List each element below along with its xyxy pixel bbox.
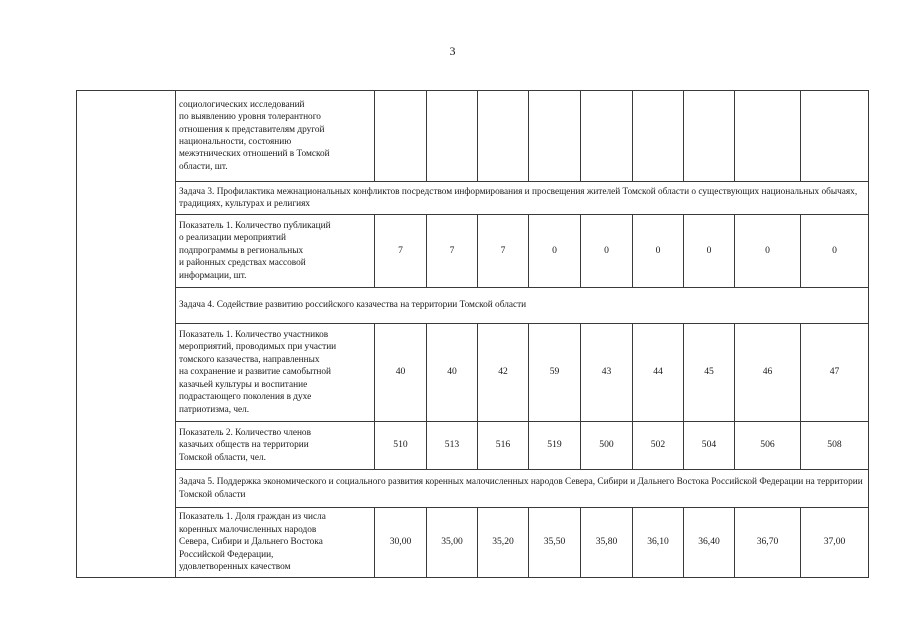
- value-cell: [529, 91, 581, 182]
- value-cell: 35,50: [529, 508, 581, 578]
- table-row-task: [77, 182, 869, 215]
- value-cell: 506: [735, 422, 801, 470]
- table-row-indicator: [77, 215, 869, 288]
- table-row-task: [77, 288, 869, 324]
- value-cell: [427, 91, 478, 182]
- value-cell: 46: [735, 324, 801, 422]
- blank-left-column: [77, 91, 176, 578]
- value-cell: 35,80: [581, 508, 633, 578]
- indicator-label: Показатель 1. Количество участников мероприятий, проводимых при участии томского казачества, направленных на сохранение и развитие самобытной казачьей культуры и воспитание подрастающего поколения в духе патриотизма, чел.: [176, 324, 375, 422]
- task-heading: Задача 3. Профилактика межнациональных конфликтов посредством информирования и просвещения жителей Томской области о существующих национальных обычаях, традициях, культурах и религиях: [176, 182, 869, 215]
- task-heading: Задача 4. Содействие развитию российского казачества на территории Томской области: [176, 288, 869, 324]
- value-cell: 0: [801, 215, 869, 288]
- value-cell: 47: [801, 324, 869, 422]
- value-cell: 0: [633, 215, 684, 288]
- value-cell: 43: [581, 324, 633, 422]
- value-cell: 35,20: [478, 508, 529, 578]
- table-row-task: [77, 470, 869, 508]
- table-row-indicator: [77, 91, 869, 182]
- table-row-indicator: [77, 324, 869, 422]
- value-cell: [684, 91, 735, 182]
- indicator-label: Показатель 2. Количество членов казачьих обществ на территории Томской области, чел.: [176, 422, 375, 470]
- indicator-label: Показатель 1. Количество публикаций о реализации мероприятий подпрограммы в региональных и районных средствах массовой информации, шт.: [176, 215, 375, 288]
- value-cell: 0: [684, 215, 735, 288]
- value-cell: [375, 91, 427, 182]
- value-cell: 44: [633, 324, 684, 422]
- value-cell: 510: [375, 422, 427, 470]
- value-cell: 35,00: [427, 508, 478, 578]
- value-cell: 500: [581, 422, 633, 470]
- indicator-label: Показатель 1. Доля граждан из числа коренных малочисленных народов Севера, Сибири и Дальнего Востока Российской Федерации, удовлетворенных качеством: [176, 508, 375, 578]
- value-cell: 7: [427, 215, 478, 288]
- value-cell: 0: [735, 215, 801, 288]
- indicators-table: [76, 90, 869, 578]
- value-cell: 7: [375, 215, 427, 288]
- value-cell: 504: [684, 422, 735, 470]
- value-cell: 36,10: [633, 508, 684, 578]
- value-cell: 508: [801, 422, 869, 470]
- value-cell: 0: [529, 215, 581, 288]
- value-cell: [478, 91, 529, 182]
- page-number: 3: [449, 44, 456, 58]
- value-cell: 37,00: [801, 508, 869, 578]
- value-cell: 36,40: [684, 508, 735, 578]
- value-cell: 513: [427, 422, 478, 470]
- value-cell: 502: [633, 422, 684, 470]
- value-cell: 0: [581, 215, 633, 288]
- value-cell: [735, 91, 801, 182]
- table-row-indicator: [77, 508, 869, 578]
- value-cell: [633, 91, 684, 182]
- value-cell: 519: [529, 422, 581, 470]
- value-cell: 42: [478, 324, 529, 422]
- value-cell: [801, 91, 869, 182]
- value-cell: 59: [529, 324, 581, 422]
- indicator-label: социологических исследований по выявлению уровня толерантного отношения к представителям другой национальности, состоянию межэтнических отношений в Томской области, шт.: [176, 91, 375, 182]
- table-row-indicator: [77, 422, 869, 470]
- value-cell: 30,00: [375, 508, 427, 578]
- value-cell: [581, 91, 633, 182]
- value-cell: 45: [684, 324, 735, 422]
- value-cell: 516: [478, 422, 529, 470]
- value-cell: 36,70: [735, 508, 801, 578]
- value-cell: 40: [427, 324, 478, 422]
- value-cell: 40: [375, 324, 427, 422]
- value-cell: 7: [478, 215, 529, 288]
- task-heading: Задача 5. Поддержка экономического и социального развития коренных малочисленных народов Севера, Сибири и Дальнего Востока Российской Федерации на территории Томской области: [176, 470, 869, 508]
